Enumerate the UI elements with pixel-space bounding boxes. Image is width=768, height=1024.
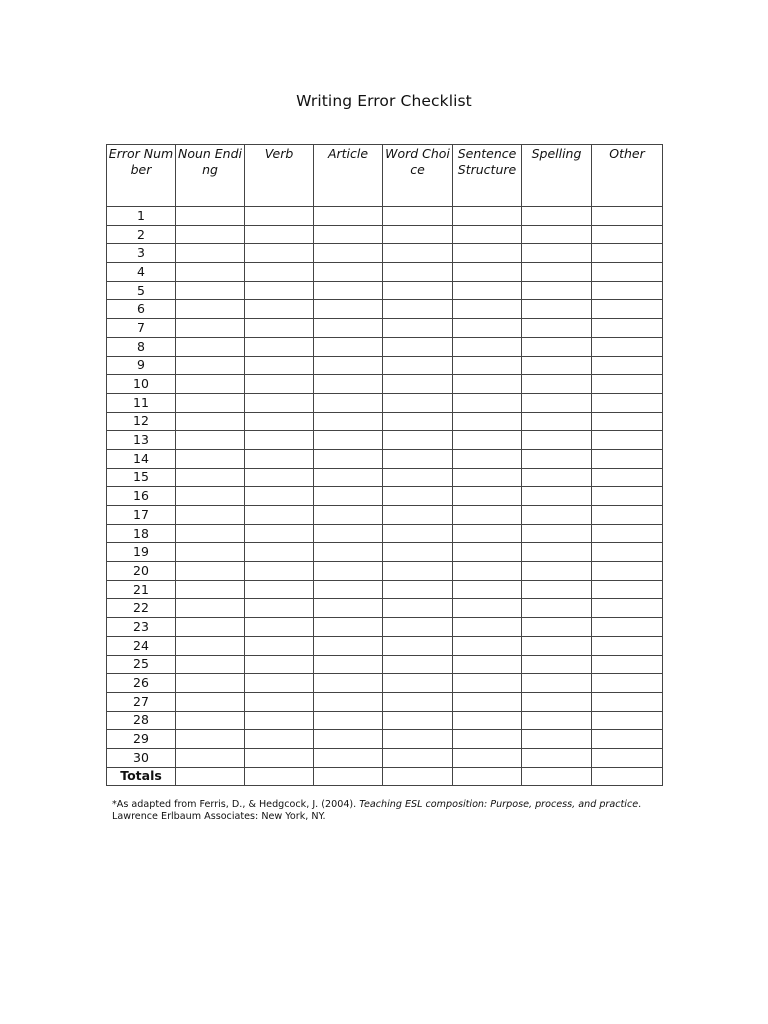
tally-cell[interactable] <box>592 412 663 431</box>
error-number-cell: 7 <box>107 319 176 338</box>
tally-cell[interactable] <box>453 207 522 226</box>
header-row <box>107 145 663 207</box>
tally-cell[interactable] <box>176 393 245 412</box>
tally-cell[interactable] <box>245 281 314 300</box>
tally-cell[interactable] <box>383 524 453 543</box>
tally-cell[interactable] <box>245 711 314 730</box>
tally-cell[interactable] <box>314 281 383 300</box>
error-number-cell: 5 <box>107 281 176 300</box>
tally-cell[interactable] <box>522 562 592 581</box>
tally-cell[interactable] <box>314 412 383 431</box>
table-row <box>107 449 663 468</box>
tally-cell[interactable] <box>383 767 453 786</box>
tally-cell[interactable] <box>592 300 663 319</box>
table-row <box>107 730 663 749</box>
tally-cell[interactable] <box>522 319 592 338</box>
tally-cell[interactable] <box>592 543 663 562</box>
tally-cell[interactable] <box>314 356 383 375</box>
error-number-cell: 30 <box>107 748 176 767</box>
tally-cell[interactable] <box>592 767 663 786</box>
tally-cell[interactable] <box>176 524 245 543</box>
tally-cell[interactable] <box>522 244 592 263</box>
error-number-cell: 1 <box>107 207 176 226</box>
tally-cell[interactable] <box>453 319 522 338</box>
tally-cell[interactable] <box>383 618 453 637</box>
tally-cell[interactable] <box>592 244 663 263</box>
error-number-cell: 27 <box>107 692 176 711</box>
tally-cell[interactable] <box>176 225 245 244</box>
tally-cell[interactable] <box>522 412 592 431</box>
error-checklist-table <box>106 144 663 786</box>
error-number-cell: 13 <box>107 431 176 450</box>
tally-cell[interactable] <box>522 300 592 319</box>
tally-cell[interactable] <box>522 580 592 599</box>
error-number-cell: 22 <box>107 599 176 618</box>
table-row <box>107 711 663 730</box>
tally-cell[interactable] <box>314 748 383 767</box>
tally-cell[interactable] <box>453 337 522 356</box>
tally-cell[interactable] <box>383 263 453 282</box>
error-number-cell: 9 <box>107 356 176 375</box>
error-number-cell: 14 <box>107 449 176 468</box>
error-number-cell: 2 <box>107 225 176 244</box>
tally-cell[interactable] <box>383 319 453 338</box>
tally-cell[interactable] <box>522 468 592 487</box>
table-row <box>107 562 663 581</box>
header-spelling: Spelling <box>522 145 592 207</box>
tally-cell[interactable] <box>453 562 522 581</box>
tally-cell[interactable] <box>245 431 314 450</box>
error-number-cell: 23 <box>107 618 176 637</box>
error-number-cell: 28 <box>107 711 176 730</box>
tally-cell[interactable] <box>383 225 453 244</box>
tally-cell[interactable] <box>245 618 314 637</box>
tally-cell[interactable] <box>453 599 522 618</box>
tally-cell[interactable] <box>176 599 245 618</box>
tally-cell[interactable] <box>245 580 314 599</box>
tally-cell[interactable] <box>522 636 592 655</box>
tally-cell[interactable] <box>314 636 383 655</box>
tally-cell[interactable] <box>522 225 592 244</box>
tally-cell[interactable] <box>383 655 453 674</box>
tally-cell[interactable] <box>176 263 245 282</box>
tally-cell[interactable] <box>383 449 453 468</box>
table-row <box>107 356 663 375</box>
tally-cell[interactable] <box>314 730 383 749</box>
tally-cell[interactable] <box>176 449 245 468</box>
table-row <box>107 375 663 394</box>
tally-cell[interactable] <box>383 636 453 655</box>
tally-cell[interactable] <box>383 487 453 506</box>
header-verb: Verb <box>245 145 314 207</box>
tally-cell[interactable] <box>245 692 314 711</box>
tally-cell[interactable] <box>314 655 383 674</box>
error-number-cell: 11 <box>107 393 176 412</box>
error-number-cell: 21 <box>107 580 176 599</box>
tally-cell[interactable] <box>592 225 663 244</box>
footnote-book-title: Teaching ESL composition: Purpose, process, and practice <box>359 799 639 810</box>
error-number-cell: 8 <box>107 337 176 356</box>
tally-cell[interactable] <box>383 543 453 562</box>
error-number-cell: 25 <box>107 655 176 674</box>
tally-cell[interactable] <box>245 674 314 693</box>
tally-cell[interactable] <box>245 748 314 767</box>
tally-cell[interactable] <box>176 543 245 562</box>
tally-cell[interactable] <box>245 655 314 674</box>
tally-cell[interactable] <box>383 748 453 767</box>
table-row <box>107 393 663 412</box>
tally-cell[interactable] <box>453 524 522 543</box>
tally-cell[interactable] <box>176 300 245 319</box>
tally-cell[interactable] <box>453 225 522 244</box>
tally-cell[interactable] <box>453 449 522 468</box>
tally-cell[interactable] <box>383 562 453 581</box>
tally-cell[interactable] <box>176 281 245 300</box>
tally-cell[interactable] <box>245 599 314 618</box>
tally-cell[interactable] <box>522 730 592 749</box>
tally-cell[interactable] <box>592 449 663 468</box>
tally-cell[interactable] <box>245 524 314 543</box>
tally-cell[interactable] <box>592 281 663 300</box>
tally-cell[interactable] <box>592 748 663 767</box>
error-number-cell: 15 <box>107 468 176 487</box>
table-row <box>107 599 663 618</box>
tally-cell[interactable] <box>245 225 314 244</box>
tally-cell[interactable] <box>383 692 453 711</box>
tally-cell[interactable] <box>383 431 453 450</box>
tally-cell[interactable] <box>592 524 663 543</box>
tally-cell[interactable] <box>314 618 383 637</box>
error-number-cell: 17 <box>107 506 176 525</box>
tally-cell[interactable] <box>453 487 522 506</box>
tally-cell[interactable] <box>314 674 383 693</box>
tally-cell[interactable] <box>314 375 383 394</box>
tally-cell[interactable] <box>453 692 522 711</box>
tally-cell[interactable] <box>383 207 453 226</box>
tally-cell[interactable] <box>592 506 663 525</box>
table-row <box>107 506 663 525</box>
tally-cell[interactable] <box>245 506 314 525</box>
error-number-cell: Totals <box>107 767 176 786</box>
tally-cell[interactable] <box>592 337 663 356</box>
tally-cell[interactable] <box>453 281 522 300</box>
tally-cell[interactable] <box>245 319 314 338</box>
tally-cell[interactable] <box>176 562 245 581</box>
tally-cell[interactable] <box>522 431 592 450</box>
tally-cell[interactable] <box>176 711 245 730</box>
tally-cell[interactable] <box>453 543 522 562</box>
tally-cell[interactable] <box>245 356 314 375</box>
tally-cell[interactable] <box>176 748 245 767</box>
tally-cell[interactable] <box>522 207 592 226</box>
tally-cell[interactable] <box>314 599 383 618</box>
tally-cell[interactable] <box>245 244 314 263</box>
tally-cell[interactable] <box>592 393 663 412</box>
tally-cell[interactable] <box>522 599 592 618</box>
error-number-cell: 26 <box>107 674 176 693</box>
tally-cell[interactable] <box>176 655 245 674</box>
tally-cell[interactable] <box>383 730 453 749</box>
tally-cell[interactable] <box>592 468 663 487</box>
tally-cell[interactable] <box>176 636 245 655</box>
tally-cell[interactable] <box>592 599 663 618</box>
tally-cell[interactable] <box>522 281 592 300</box>
tally-cell[interactable] <box>592 674 663 693</box>
tally-cell[interactable] <box>176 730 245 749</box>
tally-cell[interactable] <box>314 300 383 319</box>
error-number-cell: 18 <box>107 524 176 543</box>
tally-cell[interactable] <box>453 506 522 525</box>
tally-cell[interactable] <box>592 711 663 730</box>
error-number-cell: 10 <box>107 375 176 394</box>
table-row <box>107 487 663 506</box>
tally-cell[interactable] <box>176 431 245 450</box>
table-row <box>107 524 663 543</box>
tally-cell[interactable] <box>383 711 453 730</box>
tally-cell[interactable] <box>383 393 453 412</box>
tally-cell[interactable] <box>522 263 592 282</box>
table-row <box>107 244 663 263</box>
tally-cell[interactable] <box>453 767 522 786</box>
tally-cell[interactable] <box>453 748 522 767</box>
tally-cell[interactable] <box>453 468 522 487</box>
tally-cell[interactable] <box>522 674 592 693</box>
table-row <box>107 207 663 226</box>
header-sentence-structure: Sentence Structure <box>453 145 522 207</box>
tally-cell[interactable] <box>383 506 453 525</box>
tally-cell[interactable] <box>245 263 314 282</box>
tally-cell[interactable] <box>176 244 245 263</box>
tally-cell[interactable] <box>245 767 314 786</box>
tally-cell[interactable] <box>176 506 245 525</box>
tally-cell[interactable] <box>522 767 592 786</box>
error-number-cell: 4 <box>107 263 176 282</box>
tally-cell[interactable] <box>176 337 245 356</box>
tally-cell[interactable] <box>592 580 663 599</box>
tally-cell[interactable] <box>522 393 592 412</box>
tally-cell[interactable] <box>314 207 383 226</box>
tally-cell[interactable] <box>453 356 522 375</box>
tally-cell[interactable] <box>453 711 522 730</box>
tally-cell[interactable] <box>314 487 383 506</box>
tally-cell[interactable] <box>245 543 314 562</box>
error-number-cell: 12 <box>107 412 176 431</box>
page-title: Writing Error Checklist <box>296 92 472 110</box>
error-number-cell: 16 <box>107 487 176 506</box>
tally-cell[interactable] <box>176 580 245 599</box>
tally-cell[interactable] <box>245 487 314 506</box>
tally-cell[interactable] <box>314 767 383 786</box>
footnote-suffix: . Lawrence Erlbaum Associates: New York, NY. <box>112 799 642 822</box>
tally-cell[interactable] <box>592 618 663 637</box>
tally-cell[interactable] <box>176 674 245 693</box>
tally-cell[interactable] <box>245 468 314 487</box>
tally-cell[interactable] <box>176 207 245 226</box>
table-row <box>107 692 663 711</box>
tally-cell[interactable] <box>245 562 314 581</box>
error-number-cell: 20 <box>107 562 176 581</box>
tally-cell[interactable] <box>453 393 522 412</box>
tally-cell[interactable] <box>245 412 314 431</box>
tally-cell[interactable] <box>453 655 522 674</box>
tally-cell[interactable] <box>314 692 383 711</box>
tally-cell[interactable] <box>314 562 383 581</box>
tally-cell[interactable] <box>314 524 383 543</box>
tally-cell[interactable] <box>522 748 592 767</box>
tally-cell[interactable] <box>245 207 314 226</box>
tally-cell[interactable] <box>383 580 453 599</box>
header-other: Other <box>592 145 663 207</box>
error-number-cell: 29 <box>107 730 176 749</box>
tally-cell[interactable] <box>383 468 453 487</box>
tally-cell[interactable] <box>245 449 314 468</box>
table-row <box>107 655 663 674</box>
tally-cell[interactable] <box>522 655 592 674</box>
tally-cell[interactable] <box>453 300 522 319</box>
tally-cell[interactable] <box>453 636 522 655</box>
tally-cell[interactable] <box>592 356 663 375</box>
tally-cell[interactable] <box>592 207 663 226</box>
tally-cell[interactable] <box>522 337 592 356</box>
header-article: Article <box>314 145 383 207</box>
tally-cell[interactable] <box>383 599 453 618</box>
error-number-cell: 3 <box>107 244 176 263</box>
tally-cell[interactable] <box>314 431 383 450</box>
tally-cell[interactable] <box>383 244 453 263</box>
tally-cell[interactable] <box>592 692 663 711</box>
error-number-cell: 19 <box>107 543 176 562</box>
tally-cell[interactable] <box>383 337 453 356</box>
tally-cell[interactable] <box>453 618 522 637</box>
tally-cell[interactable] <box>453 730 522 749</box>
table-row <box>107 580 663 599</box>
tally-cell[interactable] <box>176 356 245 375</box>
tally-cell[interactable] <box>314 225 383 244</box>
tally-cell[interactable] <box>176 692 245 711</box>
header-noun-ending: Noun Ending <box>176 145 245 207</box>
tally-cell[interactable] <box>522 618 592 637</box>
table-row <box>107 319 663 338</box>
tally-cell[interactable] <box>176 767 245 786</box>
tally-cell[interactable] <box>522 356 592 375</box>
tally-cell[interactable] <box>592 655 663 674</box>
tally-cell[interactable] <box>383 356 453 375</box>
error-number-cell: 6 <box>107 300 176 319</box>
tally-cell[interactable] <box>453 244 522 263</box>
tally-cell[interactable] <box>314 711 383 730</box>
table-body <box>107 207 663 786</box>
footnote-prefix: *As adapted from Ferris, D., & Hedgcock, J. (2004). <box>112 799 360 810</box>
tally-cell[interactable] <box>592 375 663 394</box>
tally-cell[interactable] <box>383 674 453 693</box>
tally-cell[interactable] <box>453 431 522 450</box>
tally-cell[interactable] <box>592 487 663 506</box>
tally-cell[interactable] <box>245 337 314 356</box>
tally-cell[interactable] <box>176 487 245 506</box>
tally-cell[interactable] <box>592 263 663 282</box>
tally-cell[interactable] <box>314 263 383 282</box>
tally-cell[interactable] <box>176 468 245 487</box>
tally-cell[interactable] <box>314 319 383 338</box>
error-number-cell: 24 <box>107 636 176 655</box>
tally-cell[interactable] <box>176 618 245 637</box>
tally-cell[interactable] <box>522 543 592 562</box>
tally-cell[interactable] <box>592 319 663 338</box>
tally-cell[interactable] <box>592 562 663 581</box>
tally-cell[interactable] <box>245 730 314 749</box>
tally-cell[interactable] <box>314 468 383 487</box>
table-row <box>107 337 663 356</box>
table-row <box>107 225 663 244</box>
tally-cell[interactable] <box>592 730 663 749</box>
tally-cell[interactable] <box>314 449 383 468</box>
table-row <box>107 431 663 450</box>
table-row <box>107 412 663 431</box>
tally-cell[interactable] <box>383 375 453 394</box>
table-row <box>107 281 663 300</box>
tally-cell[interactable] <box>453 263 522 282</box>
table-row <box>107 636 663 655</box>
tally-cell[interactable] <box>522 506 592 525</box>
tally-cell[interactable] <box>383 300 453 319</box>
tally-cell[interactable] <box>314 244 383 263</box>
tally-cell[interactable] <box>176 375 245 394</box>
tally-cell[interactable] <box>176 319 245 338</box>
tally-cell[interactable] <box>383 281 453 300</box>
header-word-choice: Word Choice <box>383 145 453 207</box>
tally-cell[interactable] <box>522 375 592 394</box>
tally-cell[interactable] <box>245 375 314 394</box>
tally-cell[interactable] <box>522 524 592 543</box>
tally-cell[interactable] <box>245 300 314 319</box>
tally-cell[interactable] <box>245 636 314 655</box>
table-row <box>107 263 663 282</box>
tally-cell[interactable] <box>314 543 383 562</box>
tally-cell[interactable] <box>522 449 592 468</box>
tally-cell[interactable] <box>592 431 663 450</box>
tally-cell[interactable] <box>245 393 314 412</box>
table-row <box>107 468 663 487</box>
tally-cell[interactable] <box>453 674 522 693</box>
tally-cell[interactable] <box>522 711 592 730</box>
tally-cell[interactable] <box>314 580 383 599</box>
table-row <box>107 618 663 637</box>
tally-cell[interactable] <box>314 506 383 525</box>
table-row <box>107 748 663 767</box>
tally-cell[interactable] <box>453 412 522 431</box>
totals-row <box>107 767 663 786</box>
tally-cell[interactable] <box>453 580 522 599</box>
tally-cell[interactable] <box>453 375 522 394</box>
citation-footnote <box>112 799 652 823</box>
tally-cell[interactable] <box>176 412 245 431</box>
tally-cell[interactable] <box>522 692 592 711</box>
tally-cell[interactable] <box>592 636 663 655</box>
table-row <box>107 674 663 693</box>
tally-cell[interactable] <box>383 412 453 431</box>
table-row <box>107 300 663 319</box>
tally-cell[interactable] <box>522 487 592 506</box>
header-error-number: Error Number <box>107 145 176 207</box>
table-row <box>107 543 663 562</box>
tally-cell[interactable] <box>314 337 383 356</box>
tally-cell[interactable] <box>314 393 383 412</box>
